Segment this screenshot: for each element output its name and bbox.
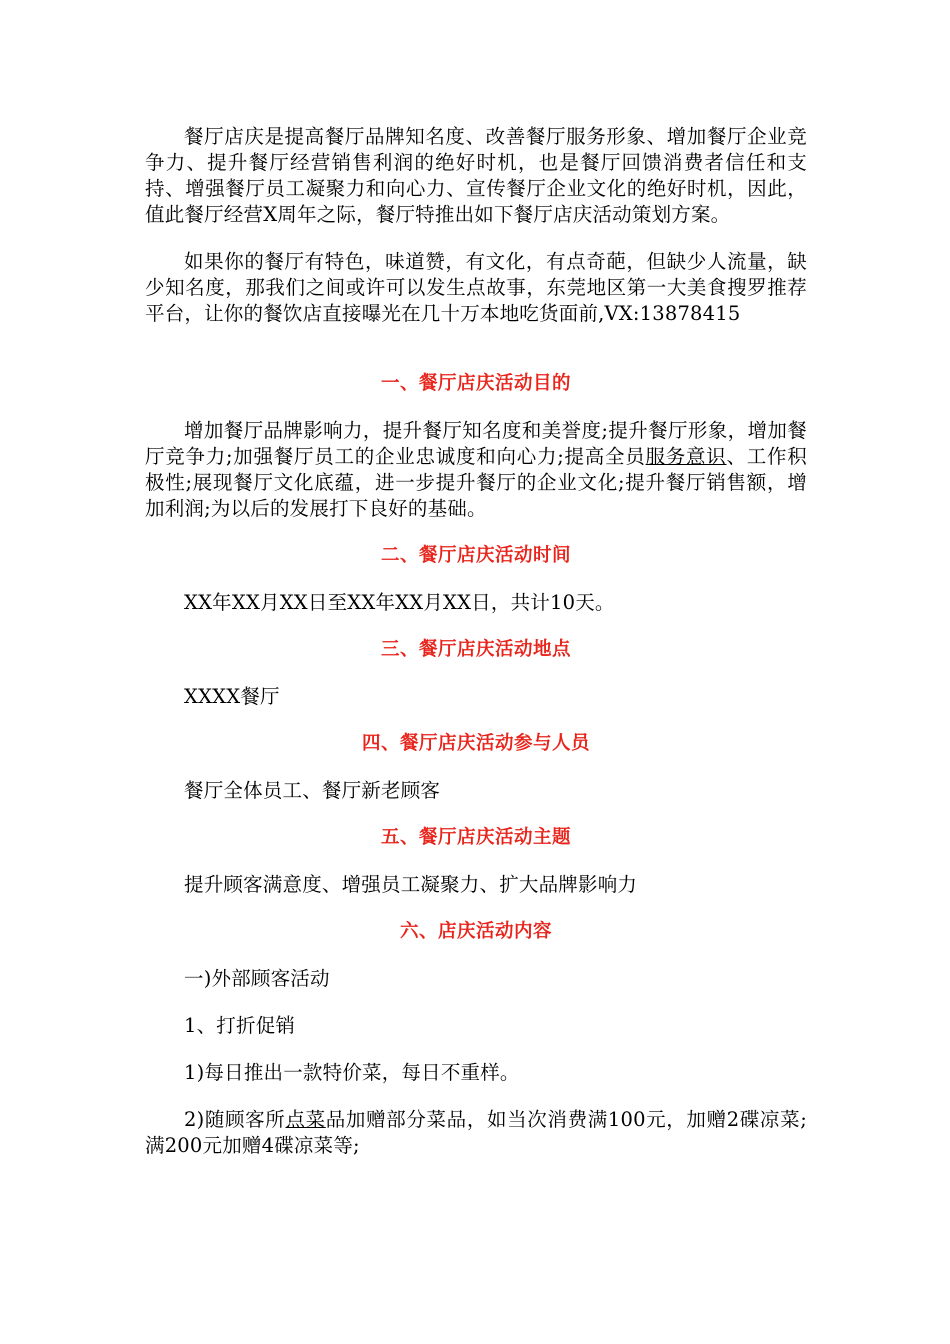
gift-text-a: 2)随顾客所 bbox=[184, 1108, 286, 1131]
order-dish-link[interactable]: 点菜 bbox=[285, 1108, 326, 1131]
purpose-text-a: 增加餐厅品牌影响力，提升餐厅知名度和美誉度;提升餐厅形象，增加餐厅竞争力;加强餐厅员工的企业忠诚度和向心力;提高全员 bbox=[145, 419, 807, 468]
section-heading-theme: 五、餐厅店庆活动主题 bbox=[380, 827, 571, 848]
purpose-text-b: 、工作积极性;展现餐厅文化底蕴，进一步提升餐厅的企业文化;提升餐厅销售额，增加利润;为以后的发展打下良好的基础。 bbox=[145, 445, 807, 520]
service-awareness-link[interactable]: 服务意识 bbox=[645, 445, 727, 468]
gift-dish-item bbox=[145, 1107, 807, 1159]
location-paragraph: XXXX餐厅 bbox=[184, 685, 280, 708]
purpose-paragraph bbox=[145, 418, 807, 522]
document-page bbox=[145, 124, 807, 1159]
discount-subheading: 1、打折促销 bbox=[184, 1014, 296, 1037]
daily-special-item: 1)每日推出一款特价菜，每日不重样。 bbox=[184, 1061, 520, 1084]
gift-text-b: 品加赠部分菜品，如当次消费满100元，加赠2碟凉菜;满200元加赠4碟凉菜等; bbox=[145, 1108, 808, 1157]
time-paragraph: XX年XX月XX日至XX年XX月XX日，共计10天。 bbox=[184, 591, 615, 614]
section-heading-participants: 四、餐厅店庆活动参与人员 bbox=[361, 733, 590, 754]
section-heading-purpose: 一、餐厅店庆活动目的 bbox=[380, 373, 571, 394]
participants-paragraph: 餐厅全体员工、餐厅新老顾客 bbox=[184, 779, 441, 802]
intro-paragraph: 餐厅店庆是提高餐厅品牌知名度、改善餐厅服务形象、增加餐厅企业竞争力、提升餐厅经营销售利润的绝好时机，也是餐厅回馈消费者信任和支持、增强餐厅员工凝聚力和向心力、宣传餐厅企业文化的绝好时机，因此，值此餐厅经营X周年之际，餐厅特推出如下餐厅店庆活动策划方案。 bbox=[145, 125, 807, 226]
section-heading-location: 三、餐厅店庆活动地点 bbox=[380, 639, 571, 660]
theme-paragraph: 提升顾客满意度、增强员工凝聚力、扩大品牌影响力 bbox=[184, 873, 638, 896]
external-activity-subheading: 一)外部顾客活动 bbox=[184, 967, 330, 990]
section-heading-content: 六、店庆活动内容 bbox=[399, 921, 552, 942]
section-heading-time: 二、餐厅店庆活动时间 bbox=[380, 545, 571, 566]
promo-paragraph: 如果你的餐厅有特色，味道赞，有文化，有点奇葩，但缺少人流量，缺少知名度，那我们之间或许可以发生点故事，东莞地区第一大美食搜罗推荐平台，让你的餐饮店直接曝光在几十万本地吃货面前,VX:13878415 bbox=[145, 250, 807, 325]
